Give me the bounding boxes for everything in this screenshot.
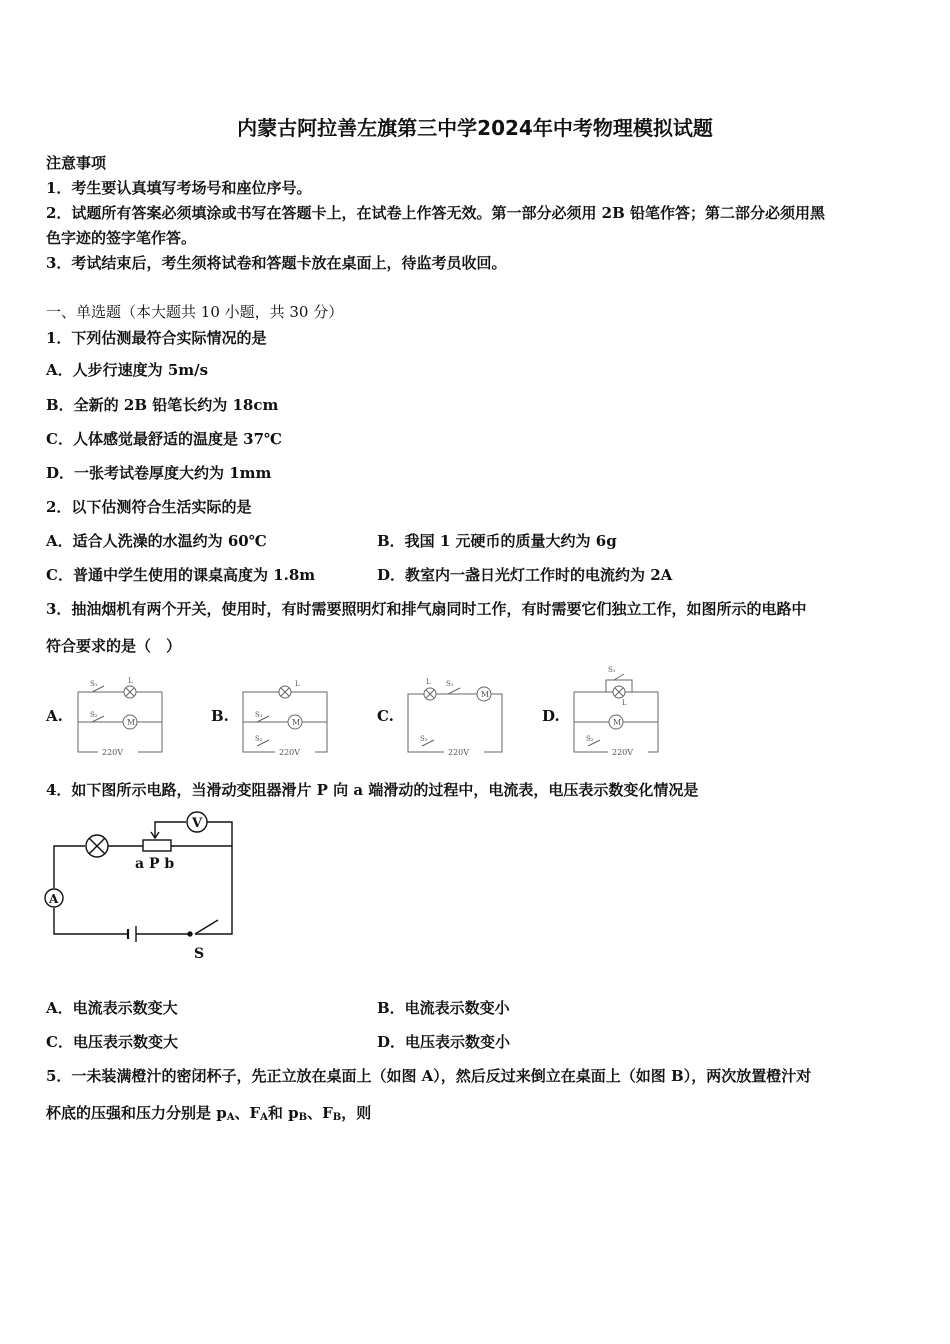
q4-option-c: C．电压表示数变大 bbox=[46, 1033, 178, 1051]
lamp-icon bbox=[279, 686, 291, 698]
notice-heading: 注意事项 bbox=[46, 154, 107, 172]
q4-option-b: B．电流表示数变小 bbox=[377, 999, 510, 1017]
q3-label-c: C. bbox=[377, 707, 394, 725]
motor-label: M bbox=[613, 718, 622, 727]
q2-stem: 2．以下估测符合生活实际的是 bbox=[46, 498, 252, 516]
q2-option-b: B．我国 1 元硬币的质量大约为 6g bbox=[377, 532, 617, 550]
notice-item: 2．试题所有答案必须填涂或书写在答题卡上，在试卷上作答无效。第一部分必须用 2B 铅笔作答；第二部分必须用黑 bbox=[46, 204, 826, 222]
lamp-icon bbox=[86, 835, 108, 857]
circuit-b bbox=[235, 674, 335, 760]
s2-label: S₂ bbox=[90, 711, 98, 719]
s1-label: S₁ bbox=[90, 680, 98, 688]
q2-option-a: A．适合人洗澡的水温约为 60℃ bbox=[46, 532, 267, 550]
q4-option-a: A．电流表示数变大 bbox=[46, 999, 178, 1017]
s1-label: S₁ bbox=[608, 666, 616, 674]
q3-label-d: D. bbox=[542, 707, 560, 725]
q1-option-b: B．全新的 2B 铅笔长约为 18cm bbox=[46, 396, 279, 414]
switch-s1 bbox=[614, 674, 624, 680]
q3-stem: 3．抽油烟机有两个开关，使用时，有时需要照明灯和排气扇同时工作，有时需要它们独立工作，如图所示的电路中 bbox=[46, 600, 807, 618]
lamp-icon bbox=[124, 686, 136, 698]
q5-stem: 5．一未装满橙汁的密闭杯子，先正立放在桌面上（如图 A），然后反过来倒立在桌面上（如图 B），两次放置橙汁对 bbox=[46, 1067, 812, 1085]
motor-label: M bbox=[481, 690, 490, 699]
q3-label-b: B. bbox=[211, 707, 229, 725]
lamp-label: L bbox=[426, 678, 431, 686]
lamp-icon bbox=[613, 686, 625, 698]
voltage-label: 220V bbox=[448, 748, 470, 757]
switch-label: S bbox=[194, 946, 205, 962]
voltmeter-label: V bbox=[192, 816, 203, 831]
q4-stem: 4．如下图所示电路，当滑动变阻器滑片 P 向 a 端滑动的过程中，电流表，电压表示数变化情况是 bbox=[46, 781, 699, 799]
battery-icon bbox=[128, 926, 136, 942]
voltage-label: 220V bbox=[102, 748, 124, 757]
q1-option-a: A．人步行速度为 5m/s bbox=[46, 361, 209, 379]
q1-option-d: D．一张考试卷厚度大约为 1mm bbox=[46, 464, 272, 482]
s1-label: S₁ bbox=[446, 680, 454, 688]
s1-label: S₁ bbox=[255, 711, 263, 719]
switch-s1 bbox=[448, 688, 460, 694]
notice-item: 3．考试结束后，考生须将试卷和答题卡放在桌面上，待监考员收回。 bbox=[46, 254, 507, 272]
lamp-icon bbox=[424, 688, 436, 700]
q1-stem: 1．下列估测最符合实际情况的是 bbox=[46, 329, 267, 347]
voltage-label: 220V bbox=[612, 748, 634, 757]
q2-option-c: C．普通中学生使用的课桌高度为 1.8m bbox=[46, 566, 316, 584]
ammeter-label: A bbox=[49, 892, 59, 906]
section-heading: 一、单选题（本大题共 10 小题，共 30 分） bbox=[46, 303, 344, 321]
lamp-label: L bbox=[622, 699, 627, 707]
motor-label: M bbox=[292, 718, 301, 727]
circuit-d bbox=[566, 664, 666, 760]
q3-stem-cont: 符合要求的是（ ） bbox=[46, 637, 182, 655]
q2-option-d: D．教室内一盏日光灯工作时的电流约为 2A bbox=[377, 566, 673, 584]
circuit-q4 bbox=[40, 808, 250, 968]
voltage-label: 220V bbox=[279, 748, 301, 757]
circuit-c bbox=[400, 674, 510, 760]
s2-label: S₂ bbox=[420, 735, 428, 743]
q1-option-c: C．人体感觉最舒适的温度是 37℃ bbox=[46, 430, 283, 448]
notice-item: 色字迹的签字笔作答。 bbox=[46, 229, 197, 247]
notice-item: 1．考生要认真填写考场号和座位序号。 bbox=[46, 179, 312, 197]
q3-label-a: A. bbox=[46, 707, 63, 725]
q4-option-d: D．电压表示数变小 bbox=[377, 1033, 511, 1051]
s2-label: S₂ bbox=[255, 735, 263, 743]
circuit-a bbox=[70, 674, 170, 760]
lamp-label: L bbox=[295, 680, 300, 688]
lamp-label: L bbox=[128, 677, 133, 685]
motor-label: M bbox=[127, 718, 136, 727]
slider-label: a P b bbox=[135, 856, 175, 872]
s2-label: S₂ bbox=[586, 735, 594, 743]
q5-stem-cont: 杯底的压强和压力分别是 $p_A$、$F_A$和 $p_B$、$F_B$，则 bbox=[46, 1104, 372, 1123]
rheostat-icon bbox=[143, 840, 171, 851]
page-title: 内蒙古阿拉善左旗第三中学2024年中考物理模拟试题 bbox=[237, 116, 713, 140]
